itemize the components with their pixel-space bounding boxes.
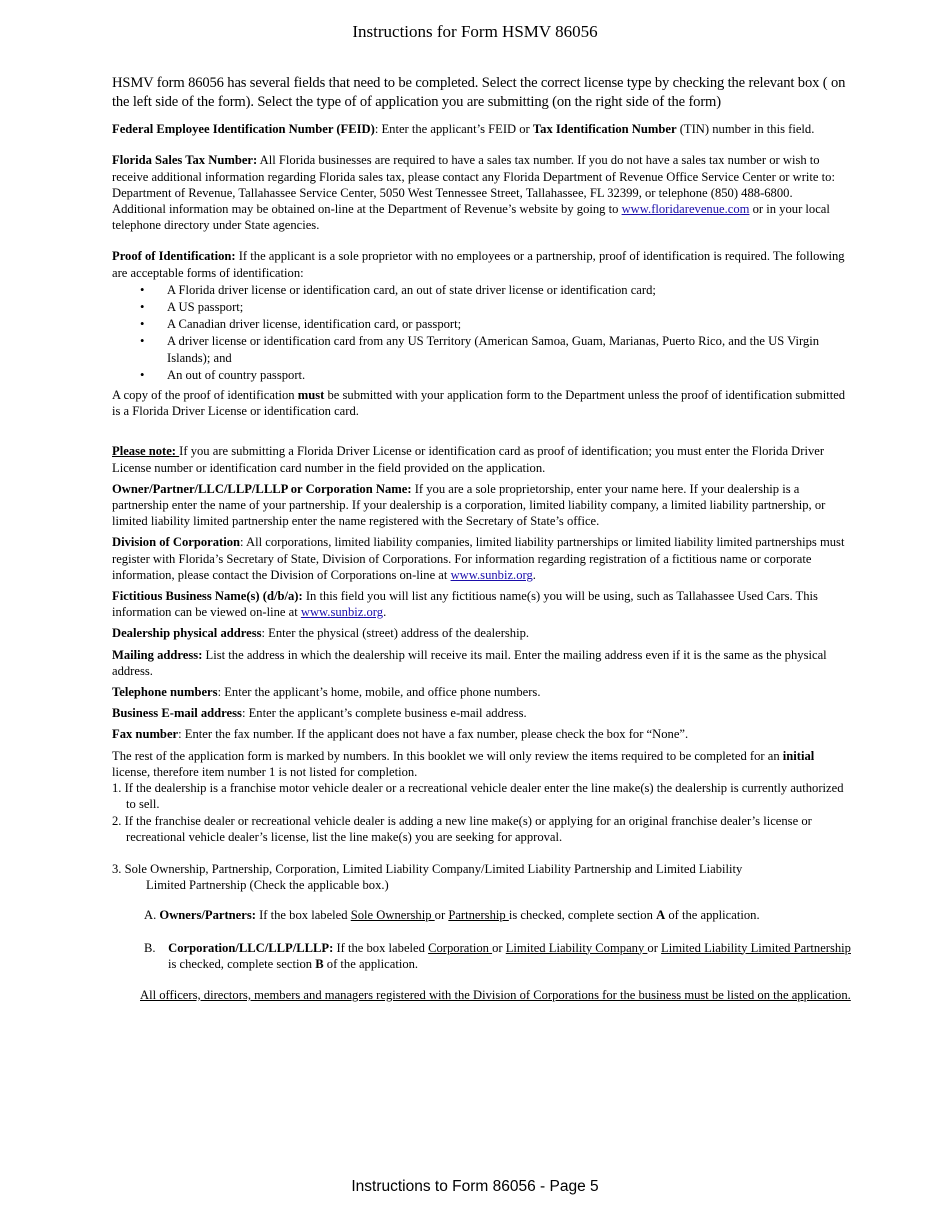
- telephone-paragraph: [112, 684, 852, 700]
- llc-term: Limited Liability Company: [505, 940, 648, 955]
- mailing-address-text: List the address in which the dealership will receive its mail. Enter the mailing address even if it is the same as the physical address.: [112, 647, 827, 678]
- initial-emphasis: initial: [782, 748, 815, 763]
- sales-tax-additional: [112, 201, 852, 233]
- sub-b-text: of the application.: [323, 956, 419, 971]
- feid-paragraph: [112, 121, 852, 137]
- rest-paragraph: [112, 748, 852, 780]
- sales-tax-label: Florida Sales Tax Number:: [112, 153, 258, 168]
- fictitious-paragraph: [112, 588, 852, 620]
- numbered-item-1: 1. If the dealership is a franchise motor vehicle dealer or a recreational vehicle dealer enter the line make(s) the dealership is currently authorized to sell.: [112, 781, 844, 812]
- list-item: • A US passport;: [167, 299, 852, 315]
- id-copy-text: A copy of the proof of identification: [112, 388, 298, 403]
- feid-label: Federal Employee Identification Number (FEID): [112, 122, 375, 137]
- officers-note: All officers, directors, members and managers registered with the Division of Corporations for the business must be listed on the application.: [140, 987, 851, 1002]
- physical-address-paragraph: [112, 625, 852, 641]
- page-title: Instructions for Form HSMV 86056: [352, 22, 598, 41]
- sales-tax-additional-end: or in your local telephone directory under State agencies.: [112, 202, 830, 233]
- fax-paragraph: [112, 726, 852, 742]
- sub-a-text: of the application.: [665, 908, 760, 923]
- division-end: .: [532, 567, 536, 582]
- sub-b-text: If the box labeled: [333, 940, 429, 955]
- rest-text-end: license, therefore item number 1 is not listed for completion.: [112, 764, 418, 779]
- fax-label: Fax number: [112, 727, 179, 742]
- please-note-paragraph: [112, 443, 852, 475]
- division-paragraph: [112, 534, 852, 583]
- numbered-item-2: 2. If the franchise dealer or recreational vehicle dealer is adding a new line make(s) or applying for an original franchise dealer’s license or recreational vehicle dealer’s license, list the line make(s) you are seeking for approval.: [112, 813, 812, 844]
- owner-paragraph: [112, 481, 852, 530]
- fictitious-label: Fictitious Business Name(s) (d/b/a):: [112, 589, 303, 604]
- email-paragraph: [112, 705, 852, 721]
- florida-revenue-link[interactable]: www.floridarevenue.com: [621, 202, 750, 216]
- mailing-address-label: Mailing address:: [112, 647, 203, 662]
- physical-address-label: Dealership physical address: [112, 626, 262, 641]
- sub-b-text: or: [647, 940, 662, 955]
- rest-text: The rest of the application form is marked by numbers. In this booklet we will only review the items required to be completed for an: [112, 748, 783, 763]
- sub-item-a: [144, 907, 852, 923]
- instructions-body: [112, 74, 852, 1003]
- list-item: • An out of country passport.: [167, 367, 852, 383]
- email-label: Business E-mail address: [112, 706, 242, 721]
- list-item: • A Florida driver license or identification card, an out of state driver license or identification card;: [167, 282, 852, 298]
- proof-id-paragraph: [112, 248, 852, 280]
- sub-b-text: or: [492, 940, 506, 955]
- sunbiz-link[interactable]: www.sunbiz.org: [300, 605, 384, 620]
- tin-label: Tax Identification Number: [532, 122, 677, 137]
- numbered-item-3: [112, 861, 852, 893]
- owner-text: If you are a sole proprietorship, enter your name here. If your dealership is a partnership enter the name of your partnership. If your dealership is a corporation, limited liability company, a limited liability partnership, or limited liability limited partnership enter the name registered with the Secretary of State’s office.: [112, 481, 826, 529]
- item3-second-line: Limited Partnership (Check the applicable box.): [146, 878, 389, 893]
- fax-text: : Enter the fax number. If the applicant does not have a fax number, please check the box for “None”.: [178, 727, 689, 742]
- please-note-label: Please note:: [112, 444, 180, 459]
- telephone-text: : Enter the applicant’s home, mobile, and office phone numbers.: [217, 685, 541, 700]
- section-b-ref: B: [315, 956, 324, 971]
- lllp-term: Limited Liability Limited Partnership: [661, 940, 851, 955]
- sales-tax-text: All Florida businesses are required to have a sales tax number. If you do not have a sales tax number or wish to receive additional information regarding Florida sales tax, please contact any Florida Department of Revenue Office Service Center or write to: Department of Revenue, Tallahassee Service Center, 5050 West Tennessee Street, Tallahassee, FL 32399, or telephone (850) 488-6800.: [112, 153, 835, 200]
- physical-address-text: : Enter the physical (street) address of the dealership.: [261, 626, 530, 641]
- proof-id-label: Proof of Identification:: [112, 249, 236, 264]
- sub-a-text: is checked, complete section: [508, 908, 657, 923]
- fictitious-text: In this field you will list any fictitious name(s) you will be using, such as Tallahassee Used Cars. This information can be viewed on-line at: [112, 589, 818, 620]
- email-text: : Enter the applicant’s complete business e-mail address.: [241, 706, 527, 721]
- page-footer: Instructions to Form 86056 - Page 5: [351, 1178, 599, 1195]
- item3-first-line: 3. Sole Ownership, Partnership, Corporation, Limited Liability Company/Limited Liability Partnership and Limited Liability: [112, 861, 743, 876]
- list-item: • A Canadian driver license, identification card, or passport;: [167, 316, 852, 332]
- sunbiz-link[interactable]: www.sunbiz.org: [450, 567, 533, 582]
- sub-b-text: is checked, complete section: [168, 956, 316, 971]
- sales-tax-additional-text: Additional information may be obtained on-line at the Department of Revenue’s website by going to: [112, 202, 622, 216]
- sales-tax-paragraph: [112, 152, 852, 201]
- sub-item-a-prefix: A.: [144, 908, 160, 923]
- please-note-text: If you are submitting a Florida Driver License or identification card as proof of identification; you must enter the Florida Driver License number or identification card number in the field provided on the application.: [112, 444, 825, 475]
- mailing-address-paragraph: [112, 647, 852, 679]
- division-text: : All corporations, limited liability companies, limited liability partnerships or limited liability limited partnerships must register with Florida’s Secretary of State, Division of Corporations. For information regarding registration of a fictitious name or corporate information, please contact the Division of Corporations on-line at: [112, 535, 845, 582]
- feid-text-end: (TIN) number in this field.: [676, 122, 815, 137]
- partnership-term: Partnership: [448, 908, 509, 923]
- numbered-list: [112, 780, 852, 845]
- owners-partners-label: Owners/Partners:: [159, 908, 256, 923]
- corporation-label: Corporation/LLC/LLP/LLLP:: [168, 940, 334, 955]
- intro-paragraph: HSMV form 86056 has several fields that need to be completed. Select the correct license type by checking the relevant box ( on the left side of the form). Select the type of of application you are submitting (on the right side of the form): [112, 75, 846, 110]
- sub-a-text: If the box labeled: [255, 908, 351, 923]
- sub-item-b-prefix: B.: [144, 940, 169, 955]
- id-copy-paragraph: [112, 387, 852, 419]
- sub-a-text: or: [434, 908, 449, 923]
- owner-label: Owner/Partner/LLC/LLP/LLLP or Corporation Name:: [112, 481, 412, 496]
- corporation-term: Corporation: [428, 940, 493, 955]
- proof-id-text: If the applicant is a sole proprietor with no employees or a partnership, proof of identification is required. The following are acceptable forms of identification:: [112, 249, 845, 280]
- id-forms-list: [112, 282, 852, 383]
- must-emphasis: must: [297, 388, 325, 403]
- sole-ownership-term: Sole Ownership: [350, 908, 435, 923]
- section-a-ref: A: [656, 908, 666, 923]
- division-label: Division of Corporation: [112, 535, 241, 550]
- id-copy-text-end: be submitted with your application form to the Department unless the proof of identification submitted is a Florida Driver License or identification card.: [112, 388, 846, 419]
- sub-item-b: [144, 940, 852, 972]
- telephone-label: Telephone numbers: [112, 685, 218, 700]
- list-item: • A driver license or identification card from any US Territory (American Samoa, Guam, Marianas, Puerto Rico, and the US Virgin Islands); and: [167, 333, 852, 365]
- fictitious-end: .: [383, 605, 387, 620]
- feid-text: : Enter the applicant’s FEID or: [374, 122, 533, 137]
